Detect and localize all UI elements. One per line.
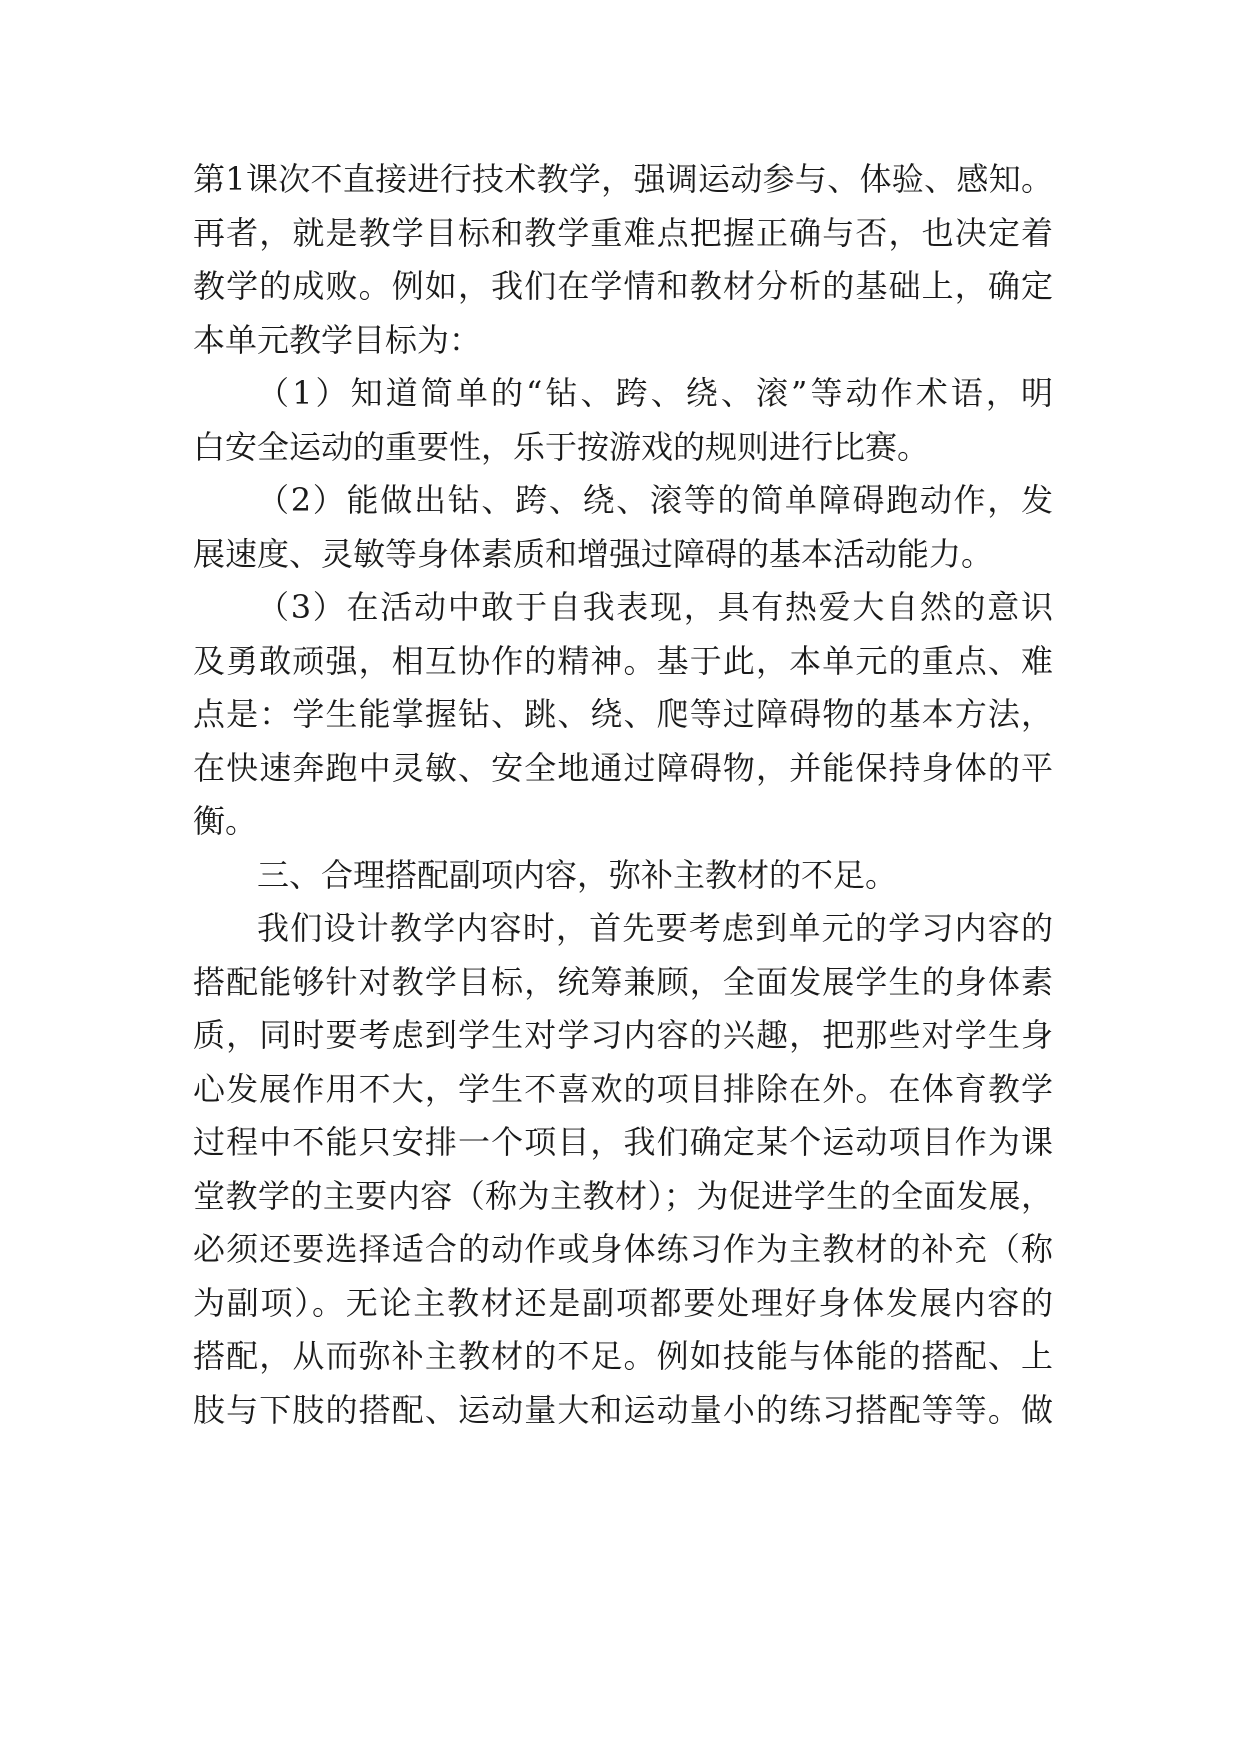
text-line: 白安全运动的重要性，乐于按游戏的规则进行比赛。 bbox=[193, 427, 930, 466]
text-line: 过程中不能只安排一个项目，我们确定某个运动项目作为课 bbox=[193, 1123, 1053, 1161]
text-line: （2）能做出钻、跨、绕、滚等的简单障碍跑动作，发 bbox=[257, 481, 1053, 519]
text-line: 展速度、灵敏等身体素质和增强过障碍的基本活动能力。 bbox=[193, 534, 994, 573]
text-line: 搭配，从而弥补主教材的不足。例如技能与体能的搭配、上 bbox=[193, 1337, 1053, 1375]
text-line: 我们设计教学内容时，首先要考虑到单元的学习内容的 bbox=[257, 909, 1053, 947]
text-line: 本单元教学目标为： bbox=[193, 320, 482, 359]
text-line: （3）在活动中敢于自我表现，具有热爱大自然的意识 bbox=[257, 588, 1053, 626]
text-line: 第1课次不直接进行技术教学，强调运动参与、体验、感知。 bbox=[193, 160, 1053, 198]
text-line: 搭配能够针对教学目标，统筹兼顾，全面发展学生的身体素 bbox=[193, 962, 1053, 1001]
text-line: （1）知道简单的“钻、跨、绕、滚”等动作术语，明 bbox=[257, 374, 1053, 412]
text-line: 必须还要选择适合的动作或身体练习作为主教材的补充（称 bbox=[193, 1230, 1053, 1268]
text-line: 心发展作用不大，学生不喜欢的项目排除在外。在体育教学 bbox=[193, 1069, 1053, 1108]
text-line: 肢与下肢的搭配、运动量大和运动量小的练习搭配等等。做 bbox=[193, 1390, 1053, 1429]
text-line: 及勇敢顽强，相互协作的精神。基于此，本单元的重点、难 bbox=[193, 641, 1053, 680]
text-line: 三、合理搭配副项内容，弥补主教材的不足。 bbox=[257, 855, 898, 894]
text-line: 为副项）。无论主教材还是副项都要处理好身体发展内容的 bbox=[193, 1283, 1053, 1322]
text-line: 再者，就是教学目标和教学重难点把握正确与否，也决定着 bbox=[193, 213, 1053, 252]
text-line: 教学的成败。例如，我们在学情和教材分析的基础上，确定 bbox=[193, 267, 1053, 305]
text-line: 衡。 bbox=[193, 802, 258, 840]
text-line: 堂教学的主要内容（称为主教材）；为促进学生的全面发展， bbox=[193, 1176, 1053, 1215]
text-line: 在快速奔跑中灵敏、安全地通过障碍物，并能保持身体的平 bbox=[193, 748, 1053, 787]
text-line: 质，同时要考虑到学生对学习内容的兴趣，把那些对学生身 bbox=[193, 1016, 1053, 1054]
text-line: 点是：学生能掌握钻、跳、绕、爬等过障碍物的基本方法， bbox=[193, 695, 1053, 733]
body-text bbox=[193, 162, 1053, 1446]
